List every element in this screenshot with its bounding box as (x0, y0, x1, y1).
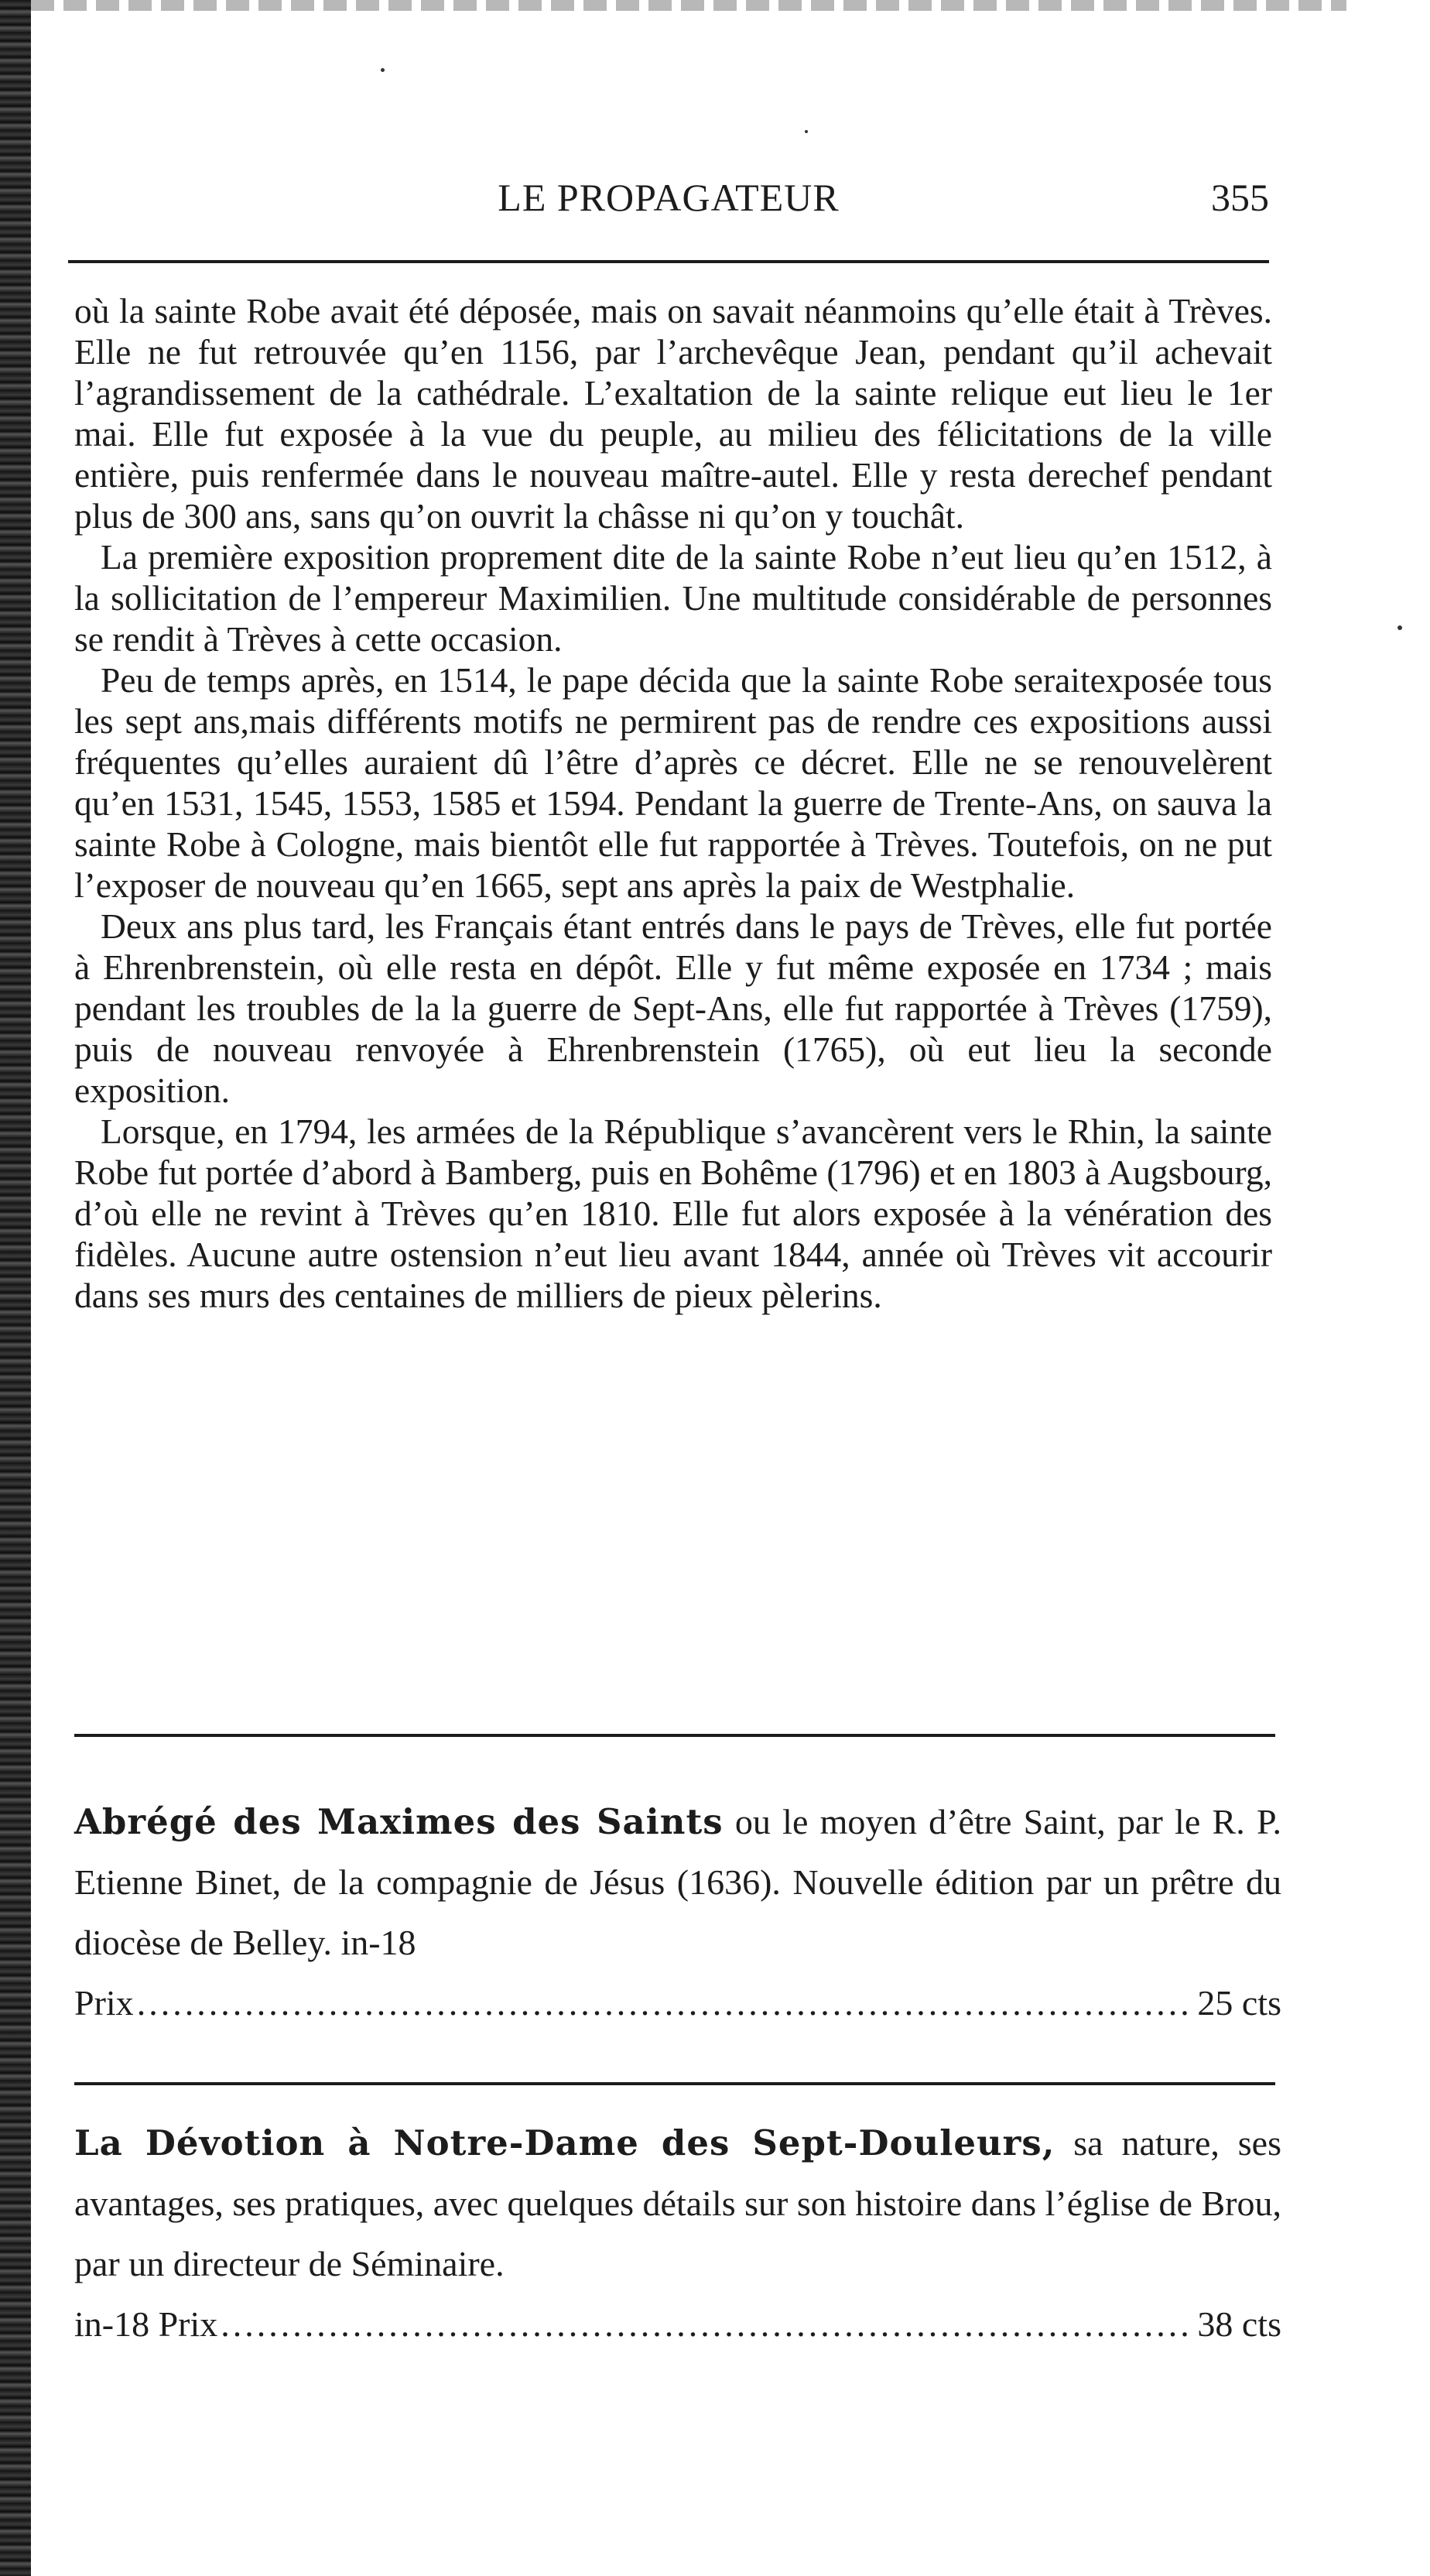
article-body (74, 290, 1272, 1316)
paragraph: Deux ans plus tard, les Français étant entrés dans le pays de Trèves, elle fut portée à Ehrenbrenstein, où elle resta en dépôt. Elle y fut même exposée en 1734 ; mais pendant les troubles de la la guerre de Sept-Ans, elle fut rapportée à Trèves (1759), puis de nouveau renvoyée à Ehrenbrenstein (1765), où eut lieu la seconde exposition. (74, 906, 1272, 1110)
book-title: La Dévotion à Notre-Dame des Sept-Douleurs, (74, 2122, 1055, 2163)
dot-leader (221, 2294, 1194, 2355)
price-line (74, 2294, 1281, 2355)
book-advertisement (74, 1792, 1281, 2033)
page-number: 355 (1211, 176, 1269, 219)
binding-edge (0, 0, 31, 2576)
price-value: 38 cts (1197, 2304, 1281, 2344)
journal-title: LE PROPAGATEUR (498, 176, 840, 219)
price-value: 25 cts (1197, 1983, 1281, 2023)
print-speck (805, 130, 808, 133)
section-rule (74, 1734, 1275, 1737)
advertisement-text (74, 1792, 1281, 1973)
book-title: Abrégé des Maximes des Saints (74, 1801, 724, 1842)
section-rule (74, 2082, 1275, 2085)
price-label: in-18 Prix (74, 2304, 218, 2344)
book-description: ou le moyen d’être Saint, par le R. P. Etienne Binet, de la compagnie de Jésus (1636). Nouvelle édition par un prêtre du diocèse de Belley. in-18 (74, 1802, 1282, 1962)
paragraph: Peu de temps après, en 1514, le pape décida que la sainte Robe seraitexposée tous les sept ans,mais différents motifs ne permirent pas de rendre ces expositions aussi fréquentes qu’elles auraient dû l’être d’après ce décret. Elle ne se renouvelèrent qu’en 1531, 1545, 1553, 1585 et 1594. Pendant la guerre de Trente-Ans, on sauva la sainte Robe à Cologne, mais bientôt elle fut rapportée à Trèves. Toutefois, on ne put l’exposer de nouveau qu’en 1665, sept ans après la paix de Westphalie. (74, 660, 1272, 905)
paragraph: La première exposition proprement dite de la sainte Robe n’eut lieu qu’en 1512, à la sollicitation de l’empereur Maximilien. Une multitude considérable de personnes se rendit à Trèves à cette occasion. (74, 537, 1272, 659)
dot-leader (137, 1973, 1195, 2033)
running-head (68, 169, 1269, 231)
price-line (74, 1973, 1281, 2033)
paragraph: Lorsque, en 1794, les armées de la République s’avancèrent vers le Rhin, la sainte Robe fut portée d’abord à Bamberg, puis en Bohême (1796) et en 1803 à Augsbourg, d’où elle ne revint à Trèves qu’en 1810. Elle fut alors exposée à la vénération des fidèles. Aucune autre ostension n’eut lieu avant 1844, année où Trèves vit accourir dans ses murs des centaines de milliers de pieux pèlerins. (74, 1112, 1272, 1315)
header-rule (68, 260, 1269, 263)
advertisement-text (74, 2113, 1281, 2294)
price-label: Prix (74, 1983, 134, 2023)
book-advertisement (74, 2113, 1281, 2355)
paragraph: où la sainte Robe avait été déposée, mais on savait néanmoins qu’elle était à Trèves. Elle ne fut retrouvée qu’en 1156, par l’archevêque Jean, pendant qu’il achevait l’agrandissement de la cathédrale. L’exaltation de la sainte relique eut lieu le 1er mai. Elle fut exposée à la vue du peuple, au milieu des félicitations de la ville entière, puis renfermée dans le nouveau maître-autel. Elle y resta derechef pendant plus de 300 ans, sans qu’on ouvrit la châsse ni qu’on y touchât. (74, 291, 1272, 536)
print-speck (381, 68, 385, 72)
print-speck (1398, 625, 1402, 630)
page-top-edge (31, 0, 1346, 11)
book-description: sa nature, ses avantages, ses pratiques, avec quelques détails sur son histoire dans l’église de Brou, par un directeur de Séminaire. (74, 2123, 1281, 2283)
